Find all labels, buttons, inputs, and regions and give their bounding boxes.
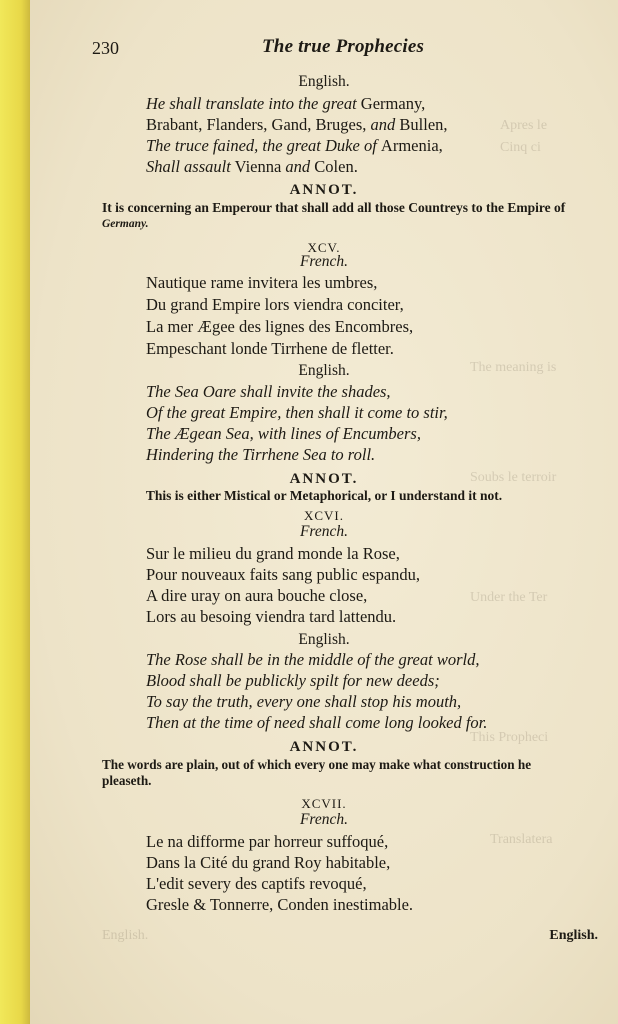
french-verse-line: La mer Ægee des lignes des Encombres, [146, 317, 414, 336]
english-heading: English. [298, 73, 350, 90]
bleed-through: Apres le [500, 118, 548, 133]
verse-line: Shall assault Vienna and Colen. [146, 157, 358, 176]
quatrain-number: XCV. [307, 240, 341, 255]
english-heading: English. [298, 362, 350, 379]
french-verse-line: Pour nouveaux faits sang public espandu, [146, 565, 421, 584]
verse-line: Brabant, Flanders, Gand, Bruges, and Bullen, [146, 115, 448, 134]
french-verse-line: Du grand Empire lors viendra conciter, [146, 295, 404, 314]
french-verse-line: Sur le milieu du grand monde la Rose, [146, 544, 400, 563]
running-header [92, 38, 590, 64]
bleed-through: The meaning is [470, 360, 557, 375]
english-verse-line: Then at the time of need shall come long looked for. [146, 713, 488, 732]
english-verse-line: The Ægean Sea, with lines of Encumbers, [146, 424, 421, 443]
french-verse-line: Le na difforme par horreur suffoqué, [146, 832, 389, 851]
french-verse-line: Gresle & Tonnerre, Conden inestimable. [146, 895, 414, 914]
annot-text: It is concerning an Emperour that shall add all those Countreys to the Empire of [102, 200, 566, 215]
annot-text: pleaseth. [102, 773, 152, 788]
annot-label: ANNOT. [289, 182, 359, 198]
bleed-through: This Propheci [470, 730, 549, 745]
annot-label: ANNOT. [289, 739, 359, 755]
english-verse-line: The Sea Oare shall invite the shades, [146, 382, 391, 401]
annot-label: ANNOT. [289, 471, 359, 487]
french-verse-line: Nautique rame invitera les umbres, [146, 273, 378, 292]
bleed-through: Soubs le terroir [470, 470, 557, 485]
english-verse-line: Of the great Empire, then shall it come to stir, [146, 403, 448, 422]
annot-text: This is either Mistical or Metaphorical, or I understand it not. [145, 488, 503, 503]
annot-text: Germany. [102, 218, 149, 230]
french-heading: French. [299, 253, 349, 270]
english-verse-line: The Rose shall be in the middle of the great world, [146, 650, 480, 669]
bleed-through: English. [102, 928, 149, 943]
french-verse-line: L'edit severy des captifs revoqué, [146, 874, 367, 893]
french-verse-line: Empeschant londe Tirrhene de fletter. [146, 339, 394, 358]
french-verse-line: A dire uray on aura bouche close, [146, 586, 368, 605]
quatrain-number: XCVI. [303, 508, 345, 523]
annot-text: The words are plain, out of which every one may make what construction he [102, 757, 532, 772]
quatrain-number: XCVII. [301, 796, 347, 811]
english-verse-line: Blood shall be publickly spilt for new deeds; [146, 671, 440, 690]
french-verse-line: Dans la Cité du grand Roy habitable, [146, 853, 391, 872]
verse-line: The truce fained, the great Duke of Armenia, [146, 136, 443, 155]
verse-line: He shall translate into the great Germany, [146, 94, 426, 113]
english-heading: English. [298, 631, 350, 648]
catchword: English. [549, 928, 598, 943]
french-verse-line: Lors au besoing viendra tard lattendu. [146, 607, 397, 626]
page-edge [0, 0, 30, 1024]
bleed-through: Translatera [490, 832, 553, 847]
bleed-through: Cinq ci [500, 140, 541, 155]
page-number: 230 [92, 38, 119, 58]
french-heading: French. [299, 811, 349, 828]
french-heading: French. [299, 523, 349, 540]
english-verse-line: To say the truth, every one shall stop his mouth, [146, 692, 462, 711]
english-verse-line: Hindering the Tirrhene Sea to roll. [146, 445, 376, 464]
running-title: The true Prophecies [262, 36, 425, 57]
bleed-through: Under the Ter [470, 590, 548, 605]
